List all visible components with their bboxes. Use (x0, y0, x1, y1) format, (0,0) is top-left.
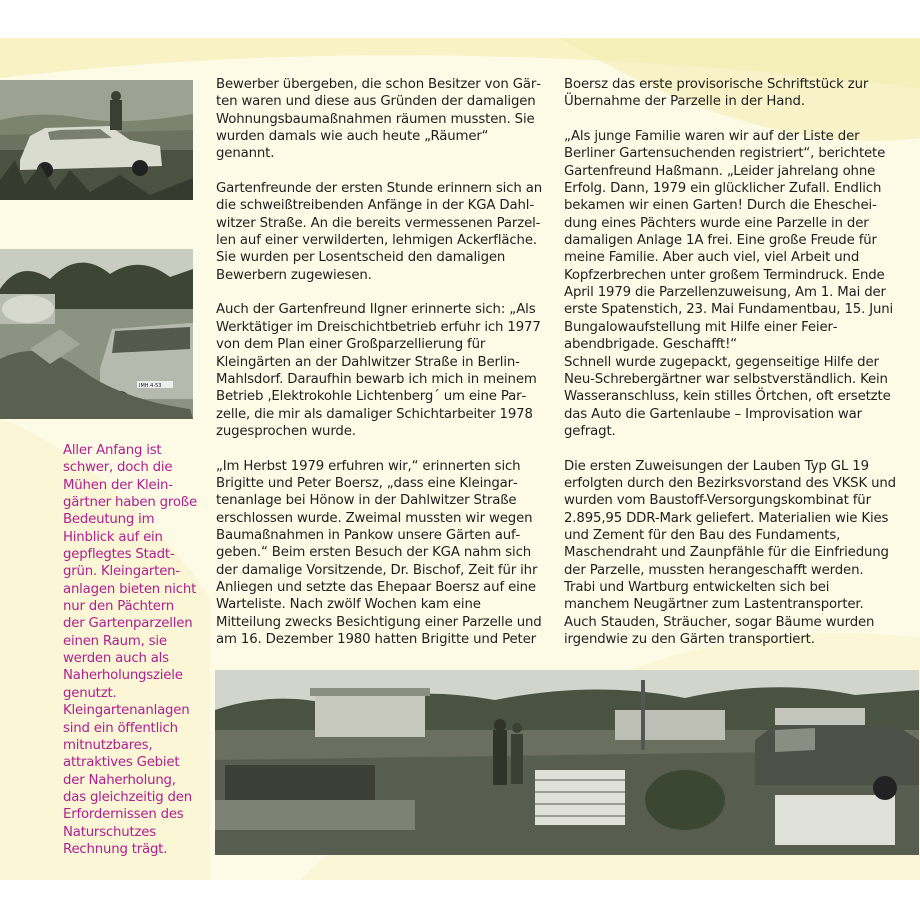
photo-car-and-trailer (0, 249, 193, 419)
paragraph: Gartenfreunde der ersten Stunde erinnern sich an die schweißtreibenden Anfänge in der KGA Dahlwitzer Straße. An die bereits vermessenen Parzellen auf einer verwilderten, lehmigen Ackerfläche. Sie wurden per Losentscheid den damaligen Bewerbern zugewiesen. (216, 181, 543, 283)
text-column-2 (564, 76, 896, 648)
page-footer-mark: · · · (500, 842, 527, 850)
page-background (0, 38, 920, 880)
paragraph: Boersz das erste provisorische Schriftstück zur Übernahme der Parzelle in der Hand. (564, 77, 869, 110)
paragraph: „Als junge Familie waren wir auf der Liste der Berliner Gartensuchenden registriert“, berichtete Gartenfreund Haßmann. „Leider jahrelang ohne Erfolg. Dann, 1979 ein glücklicher Zufall. Endlich bekamen wir einen Garten! Durch die Ehescheidung eines Pächters wurde eine Parzelle in der damaligen Anlage 1A frei. Eine große Freude für meine Familie. Aber auch viel, viel Arbeit und Kopfzerbrechen unter großem Termindruck. Ende April 1979 die Parzellenzuweisung, Am 1. Mai der erste Spatenstich, 23. Mai Fundamentbau, 15. Juni Bungalowaufstellung mit Hilfe einer Feierabendbrigade. Geschafft!“ (564, 129, 894, 353)
paragraph: Bewerber übergeben, die schon Besitzer von Gärten waren und diese aus Gründen der damaligen Wohnungsbaumaßnahmen räumen mussten. Sie wurden damals wie auch heute „Räumer“ genannt. (216, 77, 542, 162)
paragraph: Schnell wurde zugepackt, gegenseitige Hilfe der Neu-Schrebergärtner war selbstverständlich. Kein Wasseranschluss, kein stilles Örtchen, oft ersetzte das Auto die Gartenlaube – Improvisation war gefragt. (564, 354, 891, 439)
text-column-1 (216, 76, 546, 648)
license-plate: IMH 4-53 (139, 383, 162, 389)
photo-construction-site (215, 670, 919, 855)
paragraph: Auch der Gartenfreund Ilgner erinnerte sich: „Als Werktätiger im Dreischichtbetrieb erfuhr ich 1977 von dem Plan einer Großparzellierung für Kleingärten an der Dahlwitzer Straße in Berlin-Mahlsdorf. Daraufhin bewarb ich mich in meinem Betrieb ‚Elektrokohle Lichtenberg´ um eine Parzelle, die mir als damaliger Schichtarbeiter 1978 zugesprochen wurde. (216, 302, 541, 439)
photo-trabant-in-field (0, 80, 193, 200)
paragraph: „Im Herbst 1979 erfuhren wir,“ erinnerten sich Brigitte und Peter Boersz, „dass eine Kleingartenanlage bei Hönow in der Dahlwitzer Straße erschlossen wurde. Zweimal mussten wir wegen Baumaßnahmen in Pankow unsere Gärten aufgeben.“ Beim ersten Besuch der KGA nahm sich der damalige Vorsitzende, Dr. Bischof, Zeit für ihr Anliegen und setzte das Ehepaar Boersz auf eine Warteliste. Nach zwölf Wochen kam eine Mitteilung zwecks Besichtigung einer Parzelle und am 16. Dezember 1980 hatten Brigitte und Peter (216, 458, 542, 647)
sidebar-caption: Aller Anfang ist schwer, doch die Mühen der Kleingärtner haben große Bedeutung im Hinblick auf ein gepflegtes Stadtgrün. Kleingartenanlagen bieten nicht nur den Pächtern der Gartenparzellen einen Raum, sie werden auch als Naherholungsziele genutzt. Kleingartenanlagen sind ein öffentlich mitnutzbares, attraktives Gebiet der Naherholung, das gleichzeitig den Erfordernissen des Naturschutzes Rechnung trägt. (63, 443, 197, 857)
paragraph: Die ersten Zuweisungen der Lauben Typ GL 19 erfolgten durch den Bezirksvorstand des VKSK und wurden vom Baustoff-Versorgungskombinat für 2.895,95 DDR-Mark geliefert. Materialien wie Kies und Zement für den Bau des Fundaments, Maschendraht und Zaunpfähle für die Einfriedung der Parzelle, mussten herangeschafft werden. Trabi und Wartburg entwickelten sich bei manchem Neugärtner zum Lastentransporter. Auch Stauden, Sträucher, sogar Bäume wurden irgendwie zu den Gärten transportiert. (564, 458, 896, 647)
